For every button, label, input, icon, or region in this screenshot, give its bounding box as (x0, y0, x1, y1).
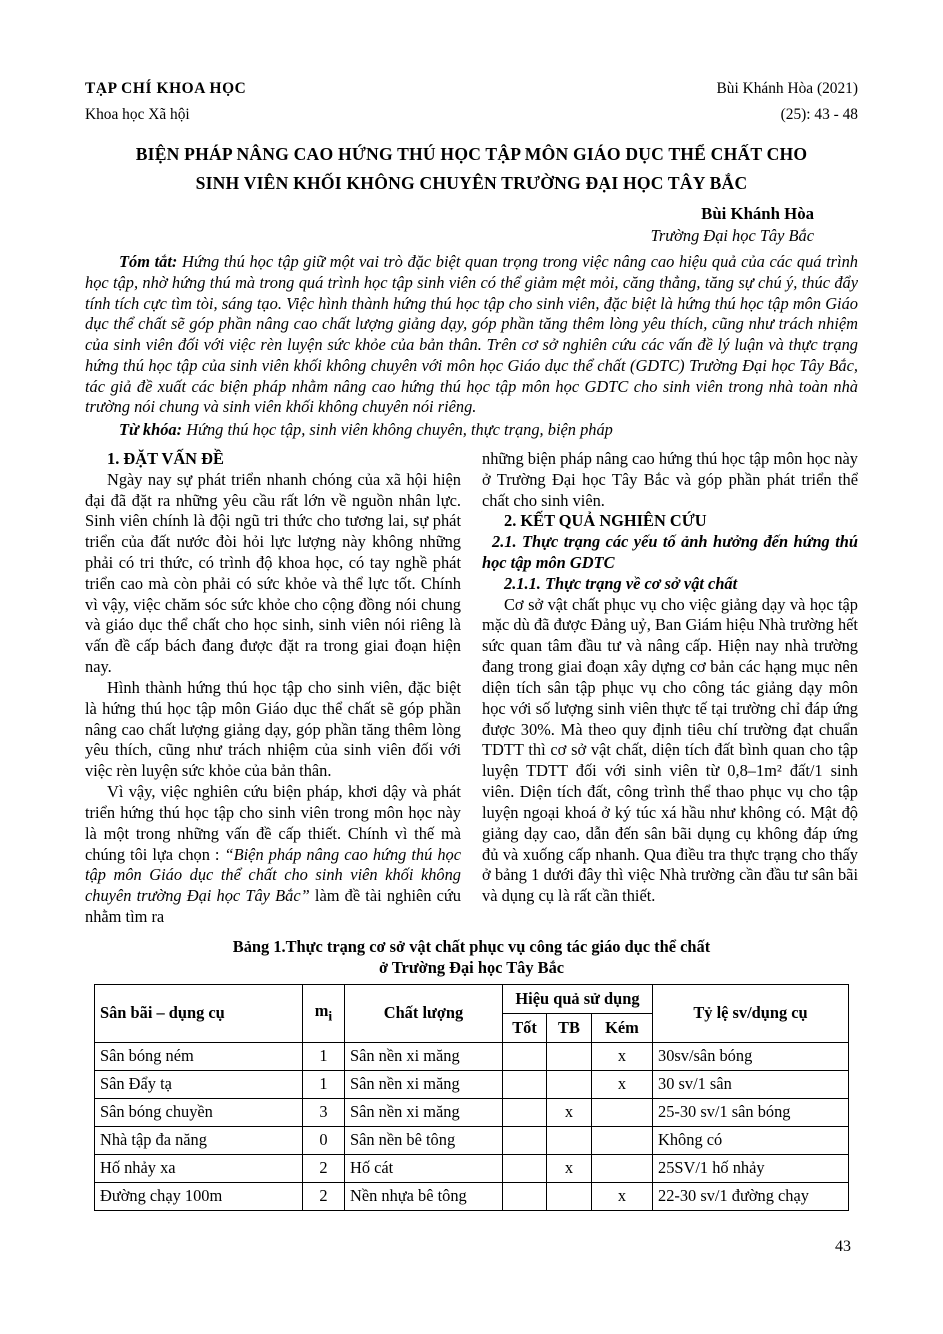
table-row (94, 1070, 848, 1098)
body-paragraph-2: Hình thành hứng thú học tập cho sinh viên, đặc biệt là hứng thú học tập môn Giáo dục thể chất sẽ góp phần nâng cao chất lượng giảng dạy, góp phần tăng thêm lòng yêu thích, cũng như trách nhiệm của sinh viên đối với việc rèn luyện sức khỏe của bản thân. (85, 677, 461, 781)
header-medium: TB (546, 1013, 591, 1042)
medium-cell: x (546, 1098, 591, 1126)
quality-cell: Hố cát (344, 1154, 502, 1182)
table-header (94, 984, 848, 1042)
quantity-subscript: i (328, 1008, 333, 1024)
facility-cell: Đường chạy 100m (94, 1182, 302, 1210)
quality-cell: Sân nền xi măng (344, 1098, 502, 1126)
good-cell (502, 1126, 546, 1154)
paragraph-3-quote: “Biện pháp nâng cao hứng thú học tập môn Giáo dục thể chất cho sinh viên khối không chuyên trường Đại học Tây Bắc” (85, 844, 461, 906)
good-cell (502, 1182, 546, 1210)
paragraph-3-continuation: những biện pháp nâng cao hứng thú học tập môn học này ở Trường Đại học Tây Bắc và góp phần phát triển thể chất cho sinh viên. (482, 448, 859, 510)
ratio-cell: 25-30 sv/1 sân bóng (653, 1098, 849, 1126)
table-caption-line1: Bảng 1.Thực trạng cơ sở vật chất phục vụ công tác giáo dục thể chất (232, 936, 711, 956)
facility-cell: Sân bóng ném (94, 1042, 302, 1070)
section-2-1-heading: 2.1. Thực trạng các yếu tố ảnh hưởng đến hứng thú học tập môn GDTC (482, 532, 858, 572)
table-row (94, 1042, 848, 1070)
section-1-heading: 1. ĐẶT VẤN ĐỀ (107, 448, 224, 468)
quantity-cell: 3 (302, 1098, 344, 1126)
facility-cell: Sân Đẩy tạ (94, 1070, 302, 1098)
header-quantity (302, 984, 344, 1042)
left-column (85, 449, 461, 928)
quantity-cell: 0 (302, 1126, 344, 1154)
poor-cell: x (591, 1042, 652, 1070)
keywords-text: Hứng thú học tập, sinh viên không chuyên, thực trạng, biện pháp (182, 419, 613, 439)
journal-name: TẠP CHÍ KHOA HỌC (85, 80, 247, 97)
table-row (94, 1154, 848, 1182)
page-header (85, 76, 858, 128)
keywords-line (85, 420, 858, 440)
good-cell (502, 1042, 546, 1070)
header-left (85, 76, 246, 128)
quality-cell: Nền nhựa bê tông (344, 1182, 502, 1210)
right-column (482, 449, 858, 928)
abstract-text: Hứng thú học tập giữ một vai trò đặc biệt quan trọng trong việc nâng cao hiệu quả của các quá trình học tập, nhờ hứng thú mà trong quá trình học tập sinh viên có thể giảm mệt mỏi, căng thẳng, tăng sự chú ý, thúc đẩy tính tích cực tìm tòi, sáng tạo. Việc hình thành hứng thú học tập cho sinh viên, đặc biệt là hứng thú học tập môn Giáo dục thể chất sẽ góp phần nâng cao chất lượng giảng dạy, góp phần tăng thêm lòng yêu thích, cũng như trách nhiệm của sinh viên đối với việc rèn luyện sức khỏe của bản thân. Trên cơ sở nghiên cứu các vấn đề lý luận và thực trạng hứng thú học tập của sinh viên khối không chuyên với môn học Giáo dục thể chất (GDTC) Trường Đại học Tây Bắc, tác giả đề xuất các biện pháp nhằm nâng cao hứng thú học tập môn học GDTC cho sinh viên trong nhà toàn nhà trường nói chung và sinh viên khối không chuyên nói riêng. (85, 252, 858, 417)
poor-cell (591, 1098, 652, 1126)
medium-cell (546, 1042, 591, 1070)
header-good: Tốt (502, 1013, 546, 1042)
header-facility: Sân bãi – dụng cụ (94, 984, 302, 1042)
body-paragraph-1: Ngày nay sự phát triển nhanh chóng của xã hội hiện đại đã đặt ra những yêu cầu rất lớn về nguồn nhân lực. Sinh viên chính là đội ngũ tri thức cho tương lai, sự phát triển của đất nước đòi hỏi lực lượng này không những phải có tri thức, có trình độ khoa học, có tay nghề phát triển cao mà còn phải có sức khỏe và thể lực tốt. Chính vì vậy, việc chăm sóc sức khỏe cho cộng đồng nói chung và giáo dục thể chất cho học sinh, sinh viên nói riêng là vấn đề cấp bách đang được đặt ra trong giai đoạn hiện nay. (85, 469, 461, 677)
facility-cell: Hố nhảy xa (94, 1154, 302, 1182)
author-name: Bùi Khánh Hòa (701, 203, 814, 223)
facilities-table (94, 984, 849, 1211)
author-affiliation: Trường Đại học Tây Bắc (650, 226, 814, 246)
body-paragraph-3 (85, 782, 461, 928)
quantity-cell: 2 (302, 1182, 344, 1210)
abstract-paragraph (85, 252, 858, 417)
quality-cell: Sân nền xi măng (344, 1042, 502, 1070)
two-column-body (85, 449, 858, 928)
quantity-cell: 1 (302, 1042, 344, 1070)
running-author-year: Bùi Khánh Hòa (2021) (716, 80, 858, 97)
good-cell (502, 1098, 546, 1126)
poor-cell: x (591, 1182, 652, 1210)
author-block (85, 203, 858, 248)
ratio-cell: 30sv/sân bóng (653, 1042, 849, 1070)
table-caption-line2: ở Trường Đại học Tây Bắc (378, 958, 565, 978)
medium-cell (546, 1070, 591, 1098)
keywords-label: Từ khóa: (119, 419, 183, 439)
abstract-label: Tóm tắt: (119, 252, 178, 272)
facility-cell: Nhà tập đa năng (94, 1126, 302, 1154)
header-ratio: Tỷ lệ sv/dụng cụ (653, 984, 849, 1042)
page-number: 43 (835, 1238, 851, 1255)
poor-cell (591, 1154, 652, 1182)
medium-cell (546, 1126, 591, 1154)
article-title-line1: BIỆN PHÁP NÂNG CAO HỨNG THÚ HỌC TẬP MÔN GIÁO DỤC THỂ CHẤT CHO (135, 144, 808, 165)
article-title-line2: SINH VIÊN KHỐI KHÔNG CHUYÊN TRƯỜNG ĐẠI HỌC TÂY BẮC (195, 172, 748, 193)
journal-section: Khoa học Xã hội (85, 106, 190, 124)
section-2-1-1-heading: 2.1.1. Thực trạng về cơ sở vật chất (504, 573, 738, 593)
table-row (94, 1126, 848, 1154)
header-poor: Kém (591, 1013, 652, 1042)
ratio-cell: 30 sv/1 sân (653, 1070, 849, 1098)
good-cell (502, 1154, 546, 1182)
table-body (94, 1042, 848, 1210)
table-row (94, 1182, 848, 1210)
table-caption (85, 936, 858, 979)
paragraph-3-text: Vì vậy, việc nghiên cứu biện pháp, khơi dậy và phát triển hứng thú học tập cho sinh viên trong môn học này là một trong những vấn đề cấp thiết. Chính vì thế mà chúng tôi lựa chọn : (85, 782, 461, 864)
good-cell (502, 1070, 546, 1098)
header-right (717, 76, 858, 128)
poor-cell: x (591, 1070, 652, 1098)
header-quality: Chất lượng (344, 984, 502, 1042)
paragraph-3-text-end: làm đề tài nghiên cứu nhằm tìm ra (85, 886, 461, 927)
quality-cell: Sân nền bê tông (344, 1126, 502, 1154)
medium-cell: x (546, 1154, 591, 1182)
header-efficiency: Hiệu quả sử dụng (502, 984, 652, 1013)
body-paragraph-4: Cơ sở vật chất phục vụ cho việc giảng dạy và học tập mặc dù đã được Đảng uỷ, Ban Giám hiệu Nhà trường hết sức quan tâm đầu tư và nâng cấp. Hiện nay nhà trường đang trong giai đoạn xây dựng cơ bản các hạng mục nên diện tích sân tập phục vụ cho công tác giảng dạy môn học với số lượng sinh viên thực tế tại trường chỉ đáp ứng được 30%. Mà theo quy định tiêu chí trường đạt chuẩn TDTT thì cơ sở vật chất, diện tích đất bình quan cho tập luyện TDTT đối với sinh viên từ 0,8–1m² đất/1 sinh viên. Diện tích đất, công trình thể thao phục vụ cho tập luyện ngoại khoá ở ký túc xá hầu như không có. Mật độ giảng dạy cao, dẫn đến sân bãi dụng cụ không đáp ứng đủ và xuống cấp nhanh. Qua điều tra thực trạng cho thấy ở bảng 1 dưới đây thì việc Nhà trường cần đầu tư sân bãi và dụng cụ là rất cần thiết. (482, 594, 858, 906)
medium-cell (546, 1182, 591, 1210)
facility-cell: Sân bóng chuyền (94, 1098, 302, 1126)
quantity-cell: 2 (302, 1154, 344, 1182)
ratio-cell: 25SV/1 hố nhảy (653, 1154, 849, 1182)
section-2-heading: 2. KẾT QUẢ NGHIÊN CỨU (504, 511, 707, 531)
article-title (85, 140, 858, 196)
ratio-cell: 22-30 sv/1 đường chạy (653, 1182, 849, 1210)
poor-cell (591, 1126, 652, 1154)
ratio-cell: Không có (653, 1126, 849, 1154)
quality-cell: Sân nền xi măng (344, 1070, 502, 1098)
issue-pages: (25): 43 - 48 (780, 106, 858, 124)
quantity-symbol: m (314, 1001, 329, 1021)
quantity-cell: 1 (302, 1070, 344, 1098)
table-row (94, 1098, 848, 1126)
